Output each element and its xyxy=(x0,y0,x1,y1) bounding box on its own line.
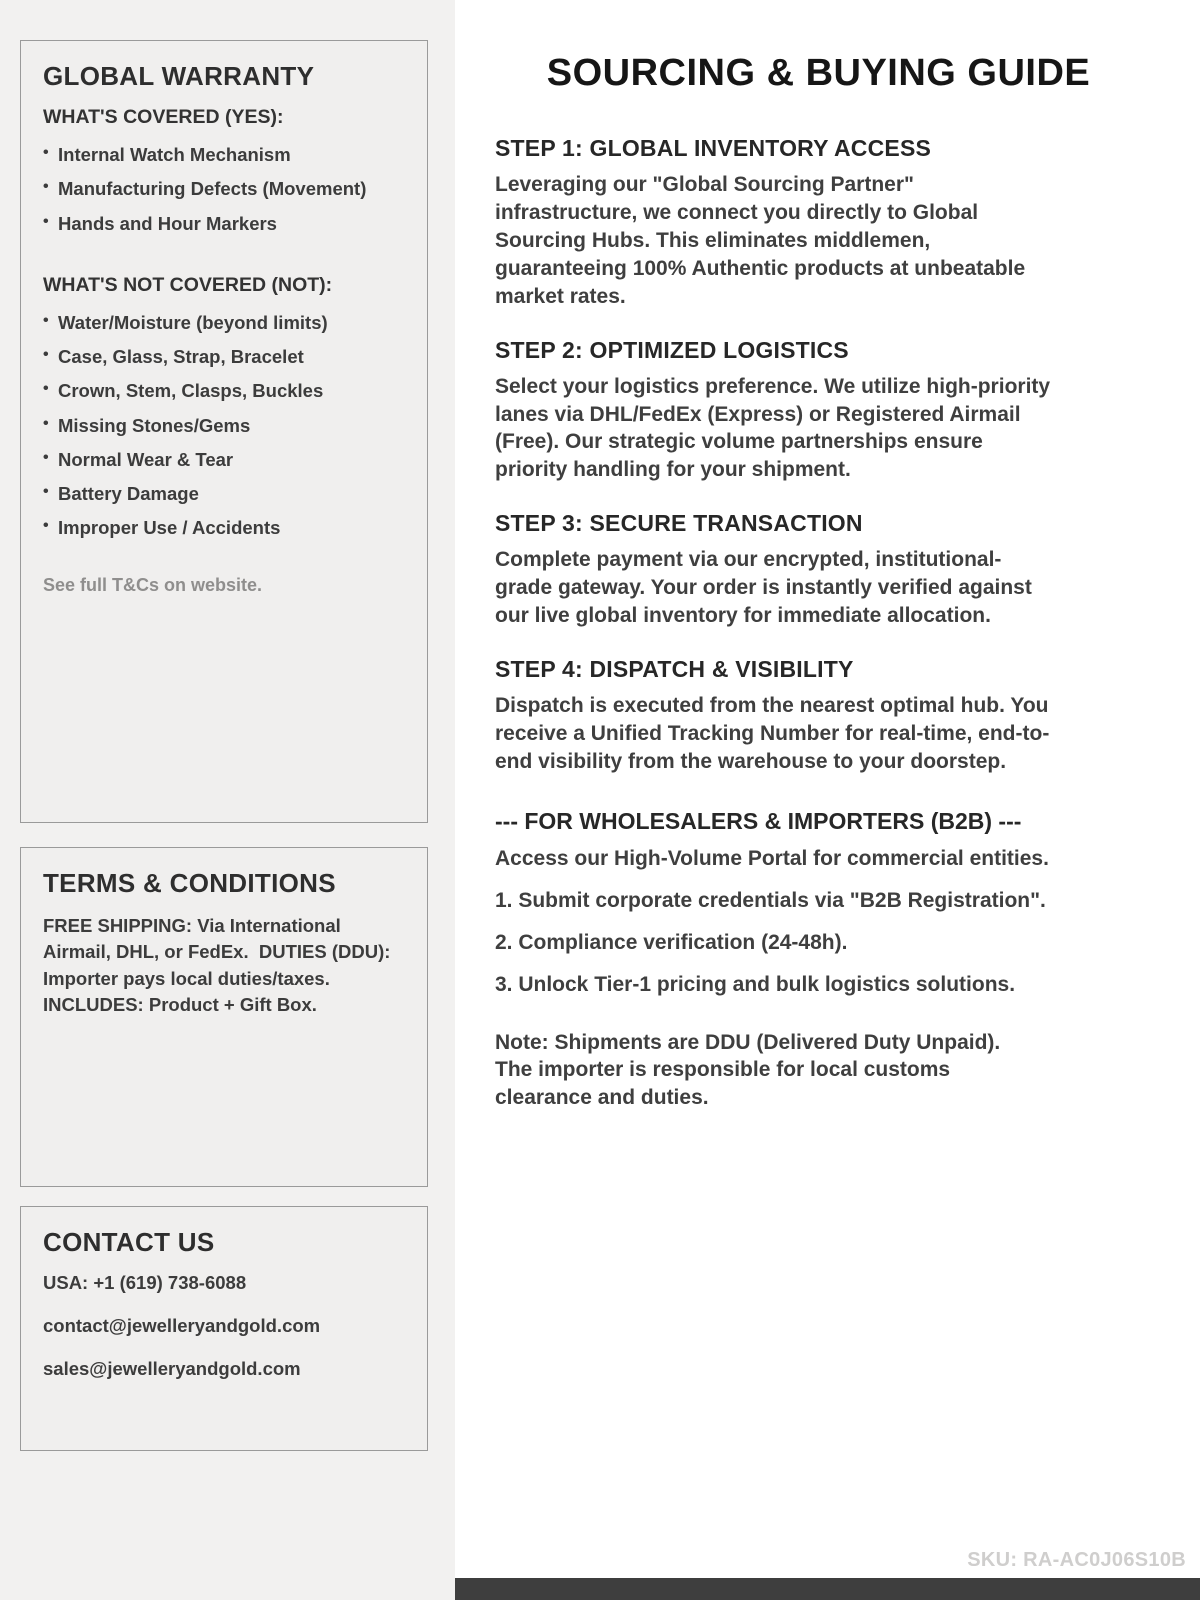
step-1 xyxy=(495,135,1142,311)
list-item: • Missing Stones/Gems xyxy=(43,415,405,436)
step-4-heading: STEP 4: DISPATCH & VISIBILITY xyxy=(495,656,854,683)
contact-email-2: sales@jewelleryandgold.com xyxy=(43,1358,301,1379)
step-1-body: Leveraging our "Global Sourcing Partner" infrastructure, we connect you directly to Global Sourcing Hubs. This eliminates middlemen, guaranteeing 100% Authentic products at unbeatable market rates. xyxy=(495,173,1026,308)
sidebar xyxy=(0,0,455,1600)
step-4 xyxy=(495,656,1142,776)
not-covered-list xyxy=(43,312,405,539)
b2b-item-2: 2. Compliance verification (24-48h). xyxy=(495,930,848,954)
list-item: • Case, Glass, Strap, Bracelet xyxy=(43,346,405,367)
contact-panel xyxy=(20,1206,428,1451)
step-1-heading: STEP 1: GLOBAL INVENTORY ACCESS xyxy=(495,135,932,161)
list-item: • Internal Watch Mechanism xyxy=(43,144,405,165)
terms-body: FREE SHIPPING: Via International Airmail, DHL, or FedEx. DUTIES (DDU): Importer pays local duties/taxes. INCLUDES: Product + Gift Box. xyxy=(43,915,396,1015)
step-3-heading: STEP 3: SECURE TRANSACTION xyxy=(495,510,863,537)
step-2-heading: STEP 2: OPTIMIZED LOGISTICS xyxy=(495,336,849,363)
b2b-intro: Access our High-Volume Portal for commercial entities. xyxy=(495,846,1049,870)
warranty-title: GLOBAL WARRANTY xyxy=(43,61,315,91)
list-item: • Normal Wear & Tear xyxy=(43,449,405,470)
b2b-note: Note: Shipments are DDU (Delivered Duty Unpaid). The importer is responsible for local customs clearance and duties. xyxy=(495,1030,1001,1110)
step-2 xyxy=(495,337,1142,485)
contact-phone: USA: +1 (619) 738-6088 xyxy=(43,1272,247,1293)
list-item: • Hands and Hour Markers xyxy=(43,213,405,234)
page-title: SOURCING & BUYING GUIDE xyxy=(546,52,1091,94)
b2b-item-1: 1. Submit corporate credentials via "B2B Registration". xyxy=(495,888,1046,912)
warranty-footnote: See full T&Cs on website. xyxy=(43,574,263,595)
covered-list xyxy=(43,144,405,234)
terms-title: TERMS & CONDITIONS xyxy=(43,868,336,898)
sku-label: SKU: RA-AC0J06S10B xyxy=(967,1549,1186,1571)
step-3-body: Complete payment via our encrypted, institutional-grade gateway. Your order is instantly verified against our live global inventory for immediate allocation. xyxy=(495,548,1032,628)
bottom-bar xyxy=(455,1578,1200,1600)
contact-email-1: contact@jewelleryandgold.com xyxy=(43,1315,321,1336)
not-covered-heading: WHAT'S NOT COVERED (NOT): xyxy=(43,273,333,296)
step-4-body: Dispatch is executed from the nearest optimal hub. You receive a Unified Tracking Number for real-time, end-to-end visibility from the warehouse to your doorstep. xyxy=(495,694,1050,773)
step-3 xyxy=(495,510,1142,630)
step-2-body: Select your logistics preference. We utilize high-priority lanes via DHL/FedEx (Express) or Registered Airmail (Free). Our strategic volume partnerships ensure priority handling for your shipment. xyxy=(495,374,1051,482)
warranty-panel xyxy=(20,40,428,823)
list-item: • Crown, Stem, Clasps, Buckles xyxy=(43,380,405,401)
b2b-item-3: 3. Unlock Tier-1 pricing and bulk logistics solutions. xyxy=(495,972,1016,996)
list-item: • Manufacturing Defects (Movement) xyxy=(43,178,405,199)
b2b-section xyxy=(495,808,1142,1112)
contact-title: CONTACT US xyxy=(43,1227,215,1257)
b2b-heading: --- FOR WHOLESALERS & IMPORTERS (B2B) --- xyxy=(495,807,1022,834)
covered-heading: WHAT'S COVERED (YES): xyxy=(43,106,284,128)
terms-panel xyxy=(20,847,428,1187)
list-item: • Water/Moisture (beyond limits) xyxy=(43,312,405,333)
list-item: • Battery Damage xyxy=(43,483,405,504)
main-content xyxy=(455,0,1200,1600)
list-item: • Improper Use / Accidents xyxy=(43,517,405,538)
